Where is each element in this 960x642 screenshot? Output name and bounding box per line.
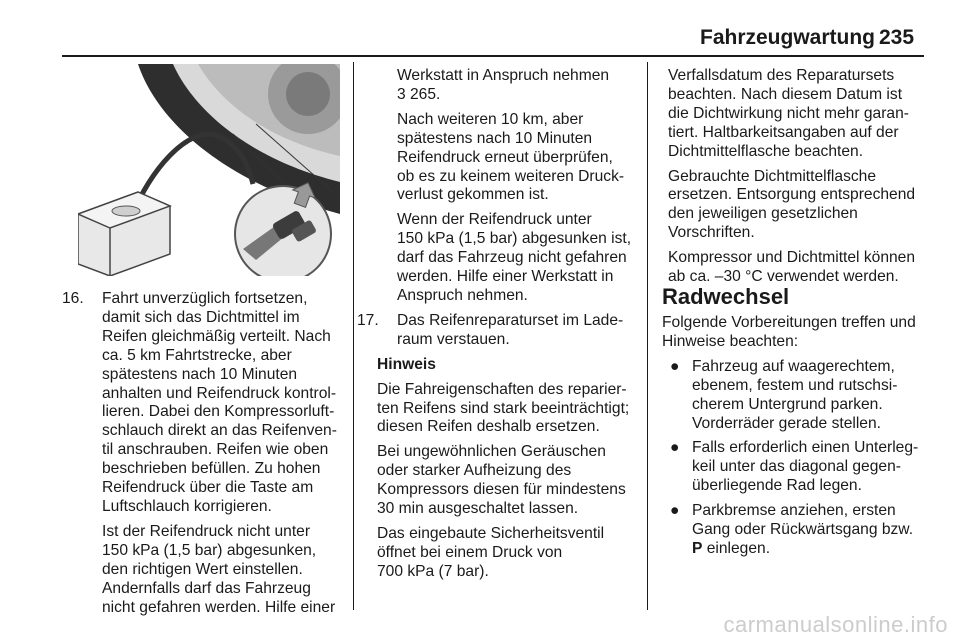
hinweis-text: Die Fahreigenschaften des reparier- ten Reifens sind stark beeinträchtigt; diesen Reifen deshalb ersetzen. [377, 380, 630, 436]
gear-p-label: P [692, 539, 703, 557]
radwechsel-section [662, 282, 930, 565]
expiry-paragraph: Verfallsdatum des Reparatursets beachten. Nach diesem Datum ist die Dichtwirkung nicht mehr garan- tiert. Haltbarkeitsangaben auf der Dichtmittelflasche beachten. [668, 67, 909, 160]
list-item: ● Fahrzeug auf waagerechtem, ebenem, festem und rutschsi- cherem Untergrund parken. Vorderräder gerade stellen. [670, 357, 898, 432]
hinweis-heading: Hinweis [377, 355, 436, 373]
tire-repair-kit-illustration [78, 64, 340, 276]
bullet-icon: ● [670, 357, 680, 375]
page-number: 235 [879, 26, 915, 49]
bullet-icon: ● [670, 502, 680, 520]
recheck-paragraph: Nach weiteren 10 km, aber spätestens nach 10 Minuten Reifendruck erneut überprüfen, ob es zu keinem weiteren Druck- verlust gekommen ist. [397, 110, 625, 204]
step-16-continuation: Werkstatt in Anspruch nehmen 3 265. Nach weiteren 10 km, aber spätestens nach 10 Minuten Reifendruck erneut überprüfen, ob es zu keinem weiteren Druck- verlust gekommen ist. Wenn der Reifendruck unter 150 kPa (1,5 bar) abgesunken ist, darf das Fahrzeug nicht gefahren werden. Hilfe einer Werkstatt in Anspruch nehmen. [357, 67, 647, 306]
page-reference-link[interactable]: 3 265. [397, 85, 441, 103]
step-17-number: 17. [357, 311, 379, 329]
column-1 [62, 290, 352, 623]
column-3 [668, 67, 930, 293]
column-divider-right [647, 62, 648, 610]
step-16 [62, 290, 352, 617]
section-heading: Radwechsel [662, 284, 790, 309]
step-16-pressure-note: Ist der Reifendruck nicht unter 150 kPa (1,5 bar) abgesunken, den richtigen Wert einstellen. Andernfalls darf das Fahrzeug nicht gefahren werden. Hilfe einer [102, 522, 336, 616]
step-16-number: 16. [62, 290, 84, 307]
step-17: 17. Das Reifenreparaturset im Lade- raum verstauen. [357, 311, 624, 348]
disposal-paragraph: Gebrauchte Dichtmittelflasche ersetzen. Entsorgung entsprechend den jeweiligen gesetzlichen Vorschriften. [668, 167, 916, 242]
running-header-title: Fahrzeugwartung [700, 26, 876, 49]
low-pressure-paragraph: Wenn der Reifendruck unter 150 kPa (1,5 bar) abgesunken ist, darf das Fahrzeug nicht gefahren werden. Hilfe einer Werkstatt in Anspruch nehmen. [397, 211, 632, 304]
list-item: ● Falls erforderlich einen Unterleg- keil unter das diagonal gegen- überliegende Rad legen. [670, 439, 919, 495]
noise-heat-paragraph: Bei ungewöhnlichen Geräuschen oder starker Aufheizung des Kompressors diesen für mindestens 30 min ausgeschaltet lassen. [377, 443, 626, 518]
watermark: carmanualsonline.info [723, 612, 948, 637]
bullet-icon: ● [670, 439, 680, 457]
list-item: ● Parkbremse anziehen, ersten Gang oder Rückwärtsgang bzw. P einlegen. [670, 502, 914, 557]
column-2 [357, 67, 647, 588]
notes-block [357, 356, 647, 582]
temperature-paragraph: Kompressor und Dichtmittel können ab ca. –30 °C verwendet werden. [668, 249, 916, 286]
step-16-text: Fahrt unverzüglich fortsetzen, damit sich das Dichtmittel im Reifen gleichmäßig verteilt. Nach ca. 5 km Fahrtstrecke, aber spätestens nach 10 Minuten anhalten und Reifendruck kontrol- lieren. Dabei den Kompressorluft- schlauch direkt an das Reifenven- til anschrauben. Reifen wie oben beschrieben befüllen. Zu hohen Reifendruck über die Taste am Luftschlauch korrigieren. [102, 290, 337, 515]
column-divider-left [353, 62, 354, 610]
header-rule [62, 55, 924, 57]
section-intro: Folgende Vorbereitungen treffen und Hinweise beachten: [662, 314, 916, 350]
safety-valve-paragraph: Das eingebaute Sicherheitsventil öffnet bei einem Druck von 700 kPa (7 bar). [377, 524, 605, 580]
